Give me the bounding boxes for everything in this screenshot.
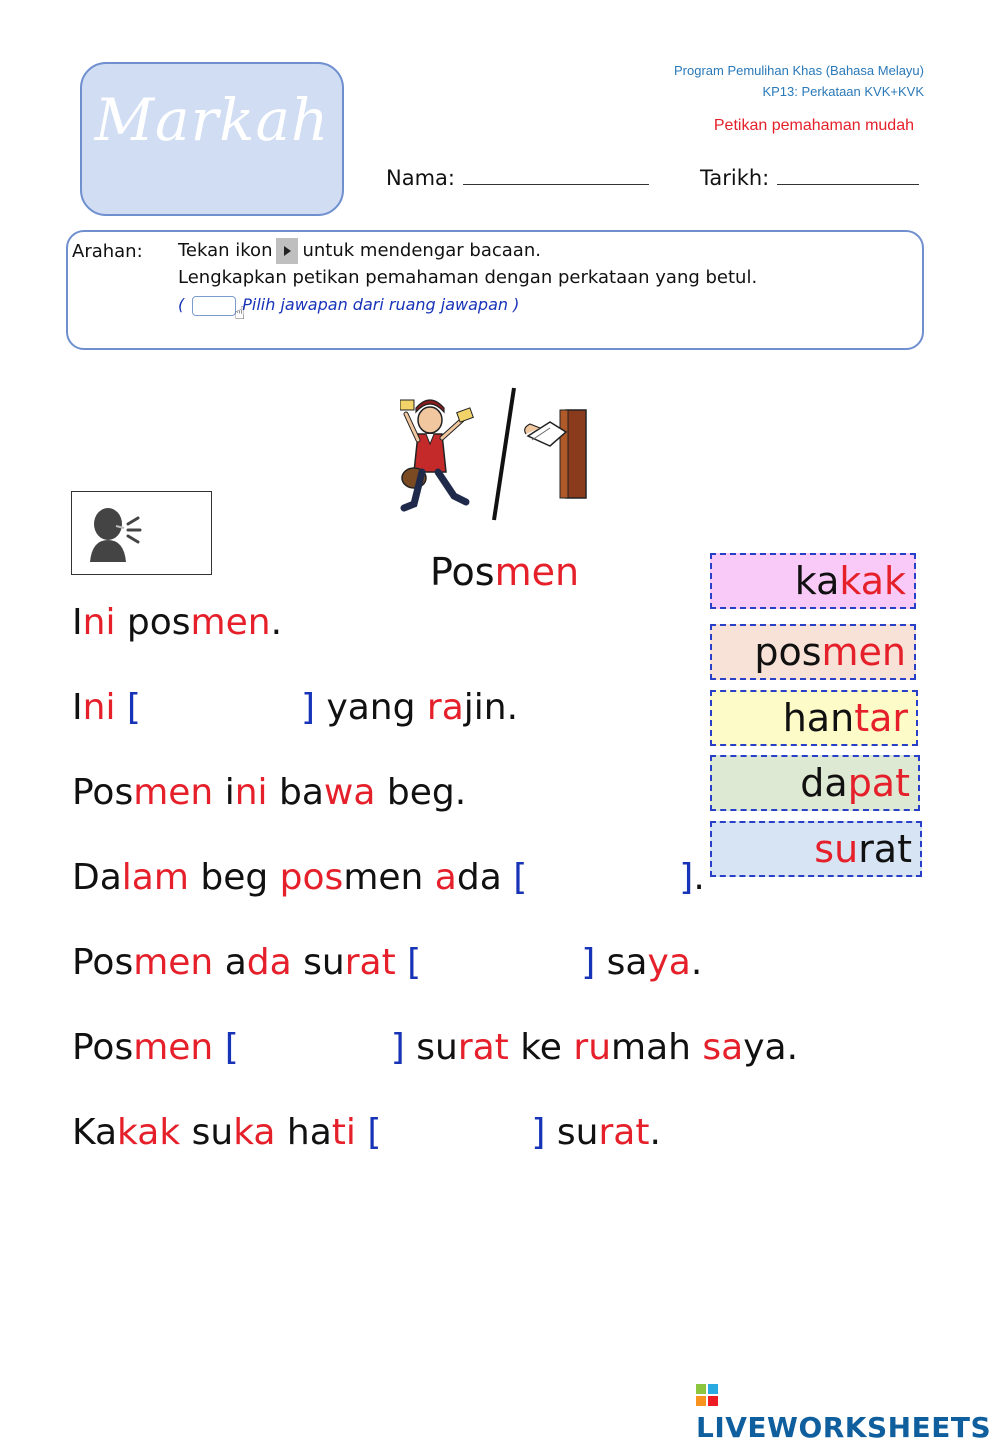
answer-card-posmen[interactable]: posmen xyxy=(710,624,916,680)
letterbox-figure xyxy=(525,410,586,498)
answer-box-icon xyxy=(192,296,246,324)
name-field xyxy=(386,166,649,190)
sentence-3: Posmen ini bawa beg. xyxy=(72,772,467,813)
markah-label: Markah xyxy=(94,86,330,154)
name-input[interactable] xyxy=(463,166,649,185)
postman-illustration xyxy=(400,384,595,524)
instructions-box xyxy=(66,230,924,350)
divider-slash xyxy=(494,388,514,520)
play-icon xyxy=(276,238,298,264)
footer-text: LIVEWORKSHEETS xyxy=(696,1411,992,1444)
name-label: Nama: xyxy=(386,166,455,190)
sentence-6: Posmen [ ] surat ke rumah saya. xyxy=(72,1027,799,1068)
date-label: Tarikh: xyxy=(700,166,770,190)
answer-card-dapat[interactable]: dapat xyxy=(710,755,920,811)
sentence-4: Dalam beg posmen ada [ ]. xyxy=(72,857,705,898)
hand-pointer-icon: ☝ xyxy=(234,302,246,324)
sentence-5: Posmen ada surat [ ] saya. xyxy=(72,942,703,983)
sentence-7: Kakak suka hati [ ] surat. xyxy=(72,1112,661,1153)
postman-figure xyxy=(400,400,473,508)
markah-box xyxy=(80,62,344,216)
hint-text: Pilih jawapan dari ruang jawapan xyxy=(242,295,509,314)
answer-card-hantar[interactable]: hantar xyxy=(710,690,918,746)
instruction-hint xyxy=(178,295,520,324)
passage-title: Posmen xyxy=(430,550,580,594)
instruction-line-2: Lengkapkan petikan pemahaman dengan perkataan yang betul. xyxy=(178,267,758,288)
hint-open-paren: ( xyxy=(178,295,185,314)
date-field xyxy=(700,166,919,190)
program-line-2: KP13: Perkataan KVK+KVK xyxy=(762,84,924,99)
subtitle: Petikan pemahaman mudah xyxy=(713,117,914,134)
sentence-1: Ini posmen. xyxy=(72,602,283,643)
program-line-1: Program Pemulihan Khas (Bahasa Melayu) xyxy=(673,63,924,78)
answer-card-surat[interactable]: surat xyxy=(710,821,922,877)
instruction-text-a: Tekan ikon xyxy=(178,240,273,261)
sentence-2: Ini [ ] yang rajin. xyxy=(72,687,519,728)
instruction-line-1 xyxy=(178,238,541,264)
instructions-label: Arahan: xyxy=(72,241,143,262)
instruction-text-b: untuk mendengar bacaan. xyxy=(302,240,541,261)
answer-card-kakak[interactable]: kakak xyxy=(710,553,916,609)
liveworksheets-logo xyxy=(696,1378,1000,1444)
hint-close-paren: ) xyxy=(513,295,520,314)
date-input[interactable] xyxy=(777,166,919,185)
audio-box[interactable] xyxy=(71,491,212,575)
program-info xyxy=(674,60,924,102)
speaking-head-icon[interactable] xyxy=(86,502,142,564)
liveworksheets-icon xyxy=(696,1384,718,1406)
